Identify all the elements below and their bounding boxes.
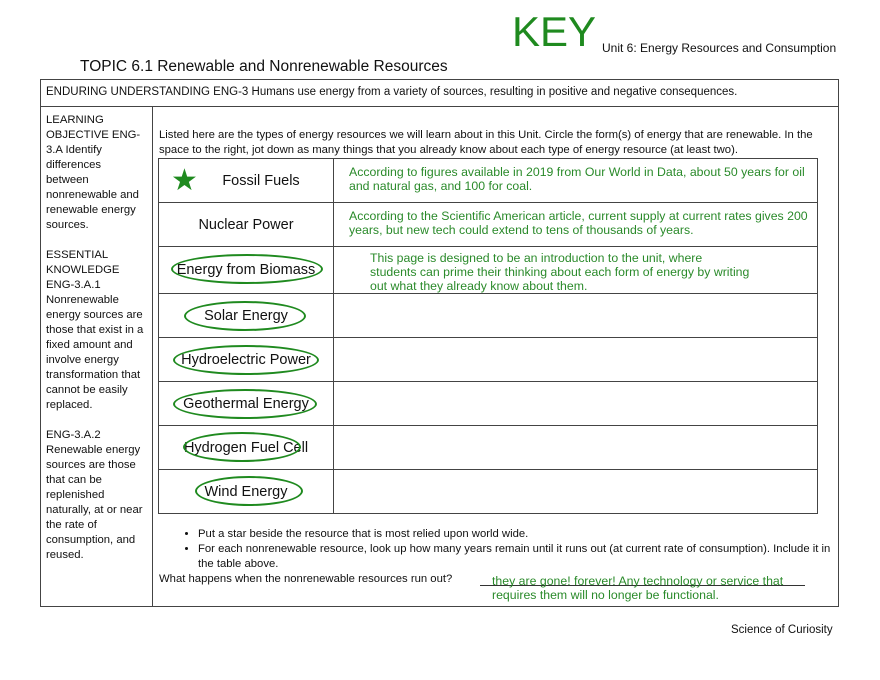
footer: Science of Curiosity (731, 624, 833, 636)
circle-mark (171, 254, 323, 284)
question-answer: they are gone! forever! Any technology or service that requires them will no longer be functional. (492, 574, 784, 602)
learning-objective: LEARNING OBJECTIVE ENG-3.A Identify differences between nonrenewable and renewable energy sources. (46, 114, 141, 231)
circle-mark (195, 476, 303, 506)
bullet-item: • For each nonrenewable resource, look up how many years remain until it runs out (at current rate of consumption). Include it in the table above. (198, 542, 838, 572)
answer-text (334, 470, 817, 476)
answer-cell[interactable] (334, 203, 818, 247)
table-row (159, 247, 818, 294)
answer-text (334, 294, 817, 300)
answer-text (334, 426, 817, 432)
resource-name: Fossil Fuels (222, 172, 300, 189)
answer-text: This page is designed to be an introduction to the unit, where students can prime their thinking about each form of energy by writing out what they already know about them. (370, 251, 750, 293)
answer-cell[interactable] (334, 294, 818, 338)
answer-cell[interactable] (334, 382, 818, 426)
resource-name: Hydrogen Fuel Cell (183, 439, 309, 456)
answer-cell[interactable] (334, 338, 818, 382)
objectives-column (40, 106, 153, 607)
star-icon: ★ (171, 164, 198, 197)
resource-name: Energy from Biomass (176, 262, 316, 278)
resource-label[interactable] (159, 382, 334, 426)
essential-knowledge-1: ESSENTIAL KNOWLEDGE ENG-3.A.1 Nonrenewable energy sources are those that exist in a fixed amount and involve energy transformation that cannot be easily replaced. (46, 249, 144, 411)
table-row (159, 470, 818, 514)
resource-name: Solar Energy (204, 307, 288, 324)
unit-title: Unit 6: Energy Resources and Consumption (602, 41, 837, 55)
answer-cell[interactable] (334, 426, 818, 470)
energy-table (158, 158, 818, 514)
answer-text (334, 338, 817, 344)
resource-label[interactable] (159, 294, 334, 338)
table-row (159, 294, 818, 338)
circle-mark (173, 345, 319, 375)
table-row (159, 338, 818, 382)
answer-text: According to the Scientific American article, current supply at current rates gives 200 years, but new tech could extend to tens of thousands of years. (349, 209, 808, 237)
topic-title: TOPIC 6.1 Renewable and Nonrenewable Resources (80, 58, 448, 75)
resource-label[interactable] (159, 203, 334, 247)
resource-name: Hydroelectric Power (181, 351, 311, 368)
bullet-item: • Put a star beside the resource that is most relied upon world wide. (198, 527, 838, 542)
resource-name: Wind Energy (204, 483, 288, 500)
resource-label[interactable] (159, 159, 334, 203)
essential-knowledge-2: ENG-3.A.2 Renewable energy sources are those that can be replenished naturally, at or near the rate of consumption, and reused. (46, 429, 143, 561)
circle-mark (184, 301, 306, 331)
resource-label[interactable] (159, 426, 334, 470)
table-row (159, 159, 818, 203)
table-row (159, 382, 818, 426)
answer-cell[interactable] (334, 247, 818, 294)
answer-text (334, 382, 817, 388)
enduring-understanding: ENDURING UNDERSTANDING ENG-3 Humans use energy from a variety of sources, resulting in positive and negative consequences. (40, 79, 839, 107)
key-label: KEY (512, 8, 597, 55)
resource-label[interactable] (159, 247, 334, 294)
question: What happens when the nonrenewable resources run out? (159, 573, 453, 585)
answer-cell[interactable] (334, 470, 818, 514)
answer-text: According to figures available in 2019 from Our World in Data, about 50 years for oil and natural gas, and 100 for coal. (349, 165, 805, 193)
resource-name: Geothermal Energy (183, 395, 309, 412)
bullet-list (178, 527, 838, 572)
circle-mark (183, 432, 301, 462)
circle-mark (173, 389, 317, 419)
resource-name: Nuclear Power (198, 216, 294, 233)
instructions: Listed here are the types of energy resources we will learn about in this Unit. Circle the form(s) of energy that are renewable. In the space to the right, jot down as many things that you already know about each type of energy resource (at least two). (159, 129, 813, 156)
resource-label[interactable] (159, 470, 334, 514)
resource-label[interactable] (159, 338, 334, 382)
table-row (159, 203, 818, 247)
answer-cell[interactable] (334, 159, 818, 203)
table-row (159, 426, 818, 470)
